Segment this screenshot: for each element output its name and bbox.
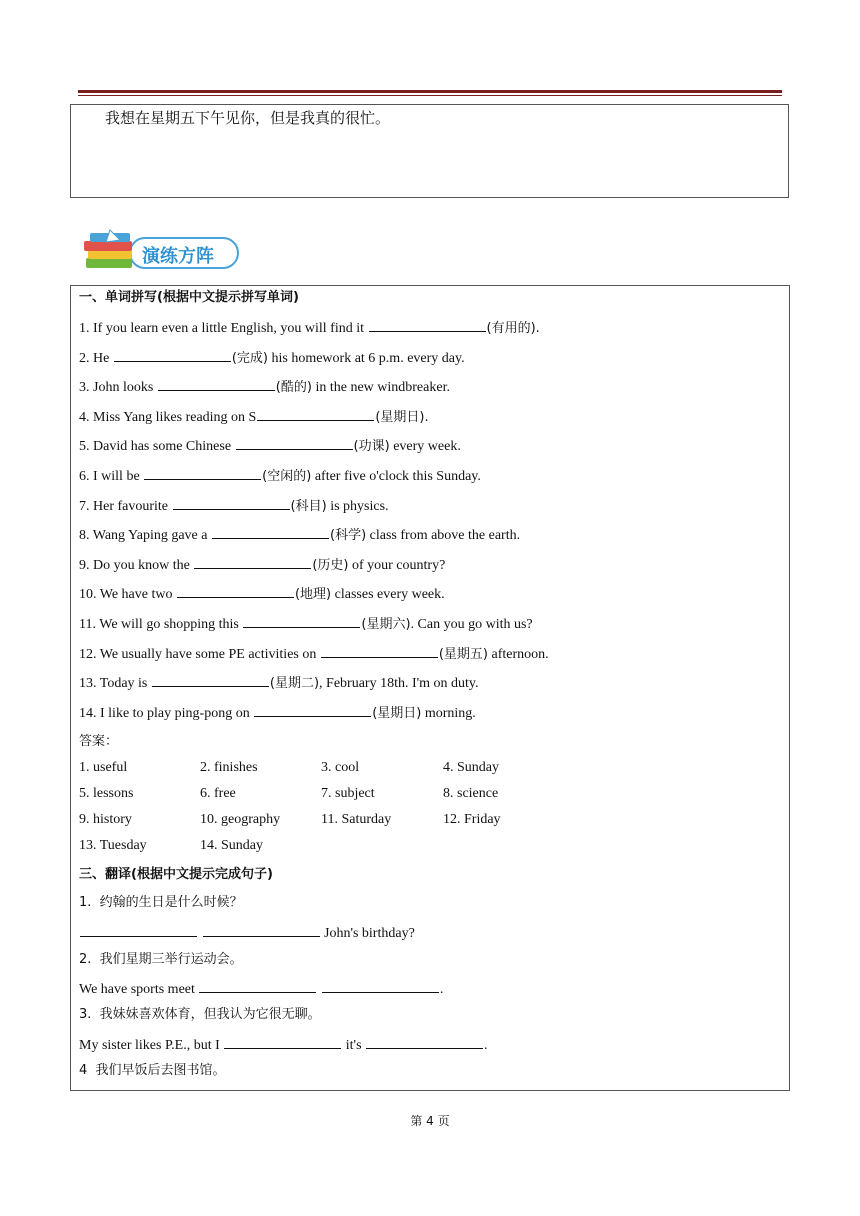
answer-item: 4. Sunday	[443, 760, 499, 775]
question-text: his homework at 6 p.m. every day.	[267, 350, 465, 366]
q2-english	[79, 979, 443, 999]
answer-blank[interactable]	[199, 979, 316, 993]
q1-chinese: 1. 约翰的生日是什么时候？	[79, 895, 243, 910]
answer-item: 8. science	[443, 786, 499, 801]
question-11	[79, 614, 533, 634]
question-text: 8. Wang Yaping gave a	[79, 528, 211, 544]
answer-blank[interactable]	[224, 1035, 341, 1049]
q3-mid: it's	[342, 1038, 366, 1053]
q1-english	[79, 923, 415, 943]
question-1	[79, 318, 540, 338]
question-text: 5. David has some Chinese	[79, 439, 235, 455]
question-3	[79, 377, 450, 397]
answer-blank[interactable]	[366, 1035, 483, 1049]
question-13	[79, 673, 479, 693]
answer-item: 3. cool	[321, 760, 360, 775]
question-text: afternoon.	[488, 646, 549, 662]
answer-blank[interactable]	[322, 979, 439, 993]
page-number: 第 4 页	[410, 1114, 450, 1128]
answer-item: 14. Sunday	[200, 838, 263, 853]
answer-blank[interactable]	[177, 584, 294, 598]
answer-item: 13. Tuesday	[79, 838, 147, 853]
question-text: , February 18th. I'm on duty.	[319, 676, 479, 692]
question-text: is physics.	[326, 498, 389, 514]
q2-tail: .	[439, 982, 444, 997]
answer-row	[79, 812, 579, 838]
exercise-box	[70, 285, 790, 1091]
answer-blank[interactable]	[254, 703, 371, 717]
answer-blank[interactable]	[158, 377, 275, 391]
answer-item: 10. geography	[200, 812, 281, 827]
chinese-hint: (星期六)	[361, 617, 411, 632]
question-text: of your country?	[348, 557, 446, 573]
answer-blank[interactable]	[212, 525, 329, 539]
q1-tail: John's birthday?	[320, 926, 415, 941]
chinese-hint: (星期五)	[438, 646, 489, 662]
q2-head: We have sports meet	[79, 982, 199, 997]
chinese-hint: (地理)	[294, 587, 332, 603]
chinese-hint: (空闲的)	[262, 469, 312, 484]
question-8	[79, 525, 520, 545]
chinese-hint: (科目)	[290, 498, 327, 514]
question-4	[79, 407, 429, 427]
question-text: 14. I like to play ping-pong on	[79, 705, 254, 721]
answer-blank[interactable]	[114, 348, 231, 362]
practice-banner	[80, 226, 242, 276]
q3-tail: .	[484, 1038, 488, 1053]
section1-heading: 一、单词拼写(根据中文提示拼写单词)	[79, 290, 299, 305]
question-text: in the new windbreaker.	[311, 380, 450, 396]
answer-item: 1. useful	[79, 760, 128, 775]
chinese-hint: (星期日)	[372, 705, 422, 721]
question-14	[79, 703, 476, 723]
chinese-hint: (有用的).	[486, 321, 540, 336]
answer-item: 2. finishes	[200, 760, 258, 775]
question-12	[79, 644, 549, 664]
question-text: after five o'clock this Sunday.	[311, 469, 481, 484]
question-6	[79, 466, 481, 486]
answer-item: 6. free	[200, 786, 236, 801]
answer-blank[interactable]	[369, 318, 486, 332]
chinese-hint: (功课)	[353, 439, 390, 455]
header-rule-thin	[78, 95, 782, 96]
question-text: 4. Miss Yang likes reading on S	[79, 409, 257, 425]
question-text: every week.	[389, 439, 461, 455]
answer-row	[79, 760, 579, 786]
chinese-hint: (完成)	[231, 350, 268, 366]
translation-box	[70, 104, 789, 198]
question-text: 2. He	[79, 350, 113, 366]
q3-chinese: 3. 我妹妹喜欢体育，但我认为它很无聊。	[79, 1007, 321, 1022]
question-text: 7. Her favourite	[79, 498, 172, 514]
question-5	[79, 436, 461, 456]
question-text: morning.	[421, 705, 476, 721]
question-text: . Can you go with us?	[410, 617, 533, 632]
answer-item: 5. lessons	[79, 786, 134, 801]
question-text: 6. I will be	[79, 469, 144, 484]
chinese-hint: (酷的)	[275, 380, 312, 396]
answer-grid	[79, 760, 579, 864]
answer-blank[interactable]	[203, 923, 320, 937]
chinese-hint: (星期二)	[269, 676, 320, 692]
question-text: 1. If you learn even a little English, you will find it	[79, 321, 368, 336]
answers-label: 答案：	[79, 734, 119, 749]
chinese-hint: (历史)	[312, 557, 349, 573]
answer-item: 12. Friday	[443, 812, 501, 827]
answer-blank[interactable]	[173, 496, 290, 510]
q2-chinese: 2. 我们星期三举行运动会。	[79, 952, 243, 967]
chinese-hint: (星期日).	[375, 409, 429, 425]
question-text: 9. Do you know the	[79, 557, 194, 573]
question-text: 3. John looks	[79, 380, 157, 396]
question-2	[79, 348, 465, 368]
question-text: class from above the earth.	[366, 528, 521, 544]
answer-item: 7. subject	[321, 786, 375, 801]
answer-row	[79, 838, 579, 864]
question-7	[79, 496, 389, 516]
question-10	[79, 584, 445, 604]
answer-blank[interactable]	[236, 436, 353, 450]
q4-chinese: 4 我们早饭后去图书馆。	[79, 1063, 226, 1078]
question-text: 10. We have two	[79, 587, 176, 603]
answer-blank[interactable]	[80, 923, 197, 937]
banner-label: 演练方阵	[142, 246, 214, 267]
answer-item: 11. Saturday	[321, 812, 392, 827]
answer-blank[interactable]	[144, 466, 261, 480]
answer-blank[interactable]	[321, 644, 438, 658]
answer-item: 9. history	[79, 812, 132, 827]
question-text: 12. We usually have some PE activities on	[79, 646, 320, 662]
chinese-hint: (科学)	[330, 528, 367, 544]
answer-blank[interactable]	[257, 407, 374, 421]
answer-row	[79, 786, 579, 812]
q3-head: My sister likes P.E., but I	[79, 1038, 224, 1053]
translation-sentence: 我想在星期五下午见你，但是我真的很忙。	[105, 109, 391, 127]
answer-blank[interactable]	[194, 555, 311, 569]
section3-heading: 三、翻译(根据中文提示完成句子)	[79, 867, 273, 882]
q3-english	[79, 1035, 488, 1055]
question-text: 11. We will go shopping this	[79, 617, 243, 632]
answer-blank[interactable]	[152, 673, 269, 687]
question-text: 13. Today is	[79, 676, 151, 692]
question-9	[79, 555, 445, 575]
answer-blank[interactable]	[243, 614, 360, 628]
question-text: classes every week.	[331, 587, 445, 603]
header-rule-thick	[78, 90, 782, 93]
